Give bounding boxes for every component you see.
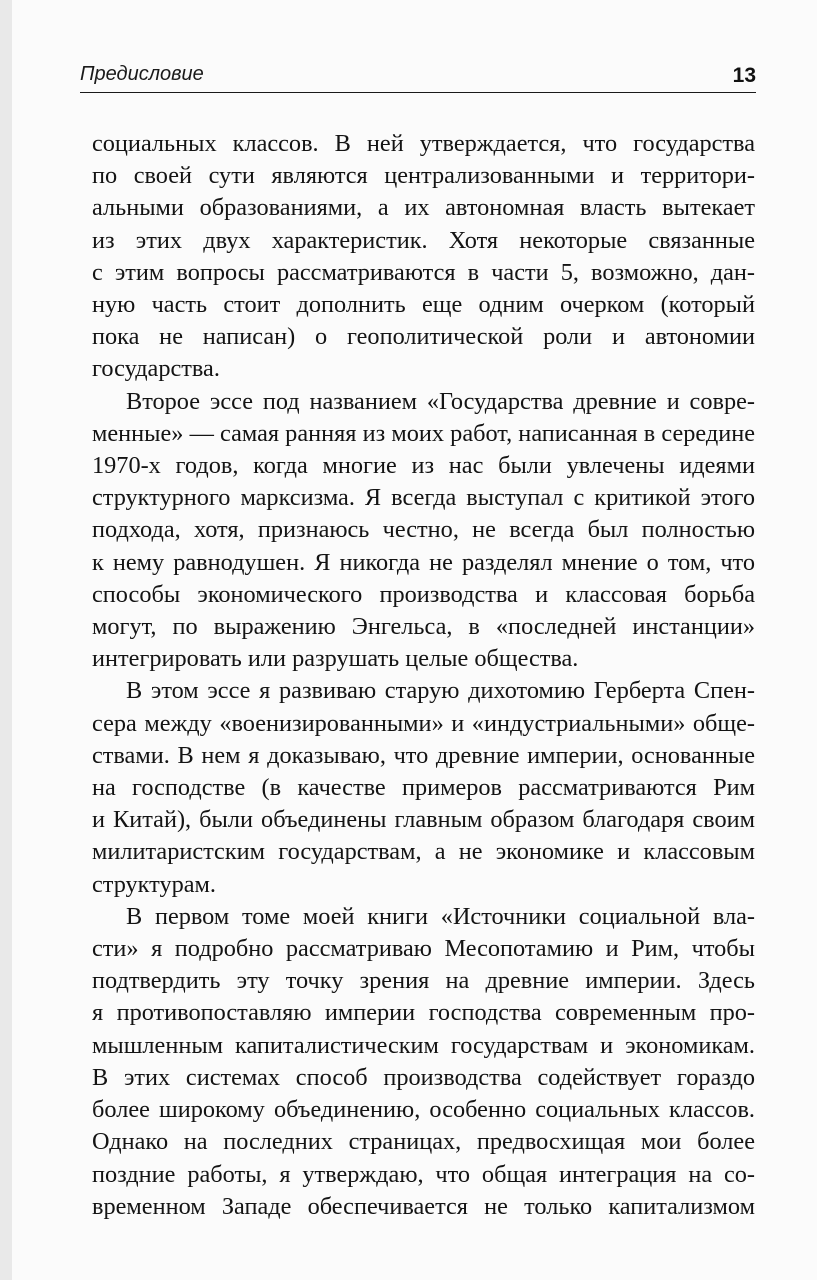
text-line: временном Западе обеспечивается не только капитализмом (92, 1192, 755, 1220)
text-line: В этом эссе я развиваю старую дихотомию Герберта Спен- (126, 677, 755, 705)
text-line: сти» я подробно рассматриваю Месопотамию и Рим, чтобы (92, 935, 755, 963)
text-line: структурного марксизма. Я всегда выступал с критикой этого (92, 484, 755, 512)
text-line: 1970-х годов, когда многие из нас были увлечены идеями (92, 452, 755, 480)
body-text (92, 128, 755, 1223)
text-line: могут, по выражению Энгельса, в «последней инстанции» (92, 613, 755, 641)
text-line: милитаристским государствам, а не экономике и классовым (92, 838, 755, 866)
text-line: поздние работы, я утверждаю, что общая интеграция на со- (92, 1160, 755, 1188)
text-line: менные» — самая ранняя из моих работ, написанная в середине (92, 419, 755, 447)
text-line: социальных классов. В ней утверждается, что государства (92, 130, 755, 157)
text-line: пока не написан) о геополитической роли и автономии (92, 323, 755, 351)
text-line: В первом томе моей книги «Источники социальной вла- (126, 902, 755, 930)
text-line: В этих системах способ производства содействует гораздо (92, 1063, 755, 1091)
page-header (80, 58, 756, 93)
text-line: способы экономического производства и классовая борьба (92, 580, 755, 608)
text-line: интегрировать или разрушать целые общества. (92, 645, 579, 673)
text-line: более широкому объединению, особенно социальных классов. (92, 1096, 755, 1124)
text-line: к нему равнодушен. Я никогда не разделял мнение о том, что (92, 548, 755, 576)
text-line: я противопоставляю империи господства современным про- (92, 999, 755, 1027)
text-line: на господстве (в качестве примеров рассматриваются Рим (92, 774, 755, 802)
text-line: Второе эссе под названием «Государства древние и совре- (126, 387, 755, 415)
text-line: мышленным капиталистическим государствам и экономикам. (92, 1031, 755, 1059)
text-line: с этим вопросы рассматриваются в части 5, возможно, дан- (92, 258, 755, 286)
text-line: подхода, хотя, признаюсь честно, не всегда был полностью (92, 516, 755, 544)
paragraph (92, 386, 755, 676)
paragraph (92, 128, 755, 386)
running-title: Предисловие (80, 63, 204, 85)
paragraph (92, 901, 755, 1223)
text-line: ствами. В нем я доказываю, что древние империи, основанные (92, 741, 755, 769)
paragraph (92, 675, 755, 900)
text-line: по своей сути являются централизованными и территори- (92, 162, 755, 190)
text-line: и Китай), были объединены главным образом благодаря своим (92, 806, 755, 834)
text-line: альными образованиями, а их автономная власть вытекает (92, 194, 755, 222)
text-line: подтвердить эту точку зрения на древние империи. Здесь (92, 967, 755, 995)
book-page (12, 0, 817, 1280)
text-line: из этих двух характеристик. Хотя некоторые связанные (92, 226, 755, 254)
text-line: ную часть стоит дополнить еще одним очерком (который (92, 291, 755, 319)
text-line: структурам. (92, 870, 216, 898)
text-line: Однако на последних страницах, предвосхищая мои более (92, 1128, 755, 1156)
page-number: 13 (732, 64, 756, 87)
text-line: сера между «военизированными» и «индустриальными» обще- (92, 709, 755, 737)
text-line: государства. (92, 355, 220, 383)
